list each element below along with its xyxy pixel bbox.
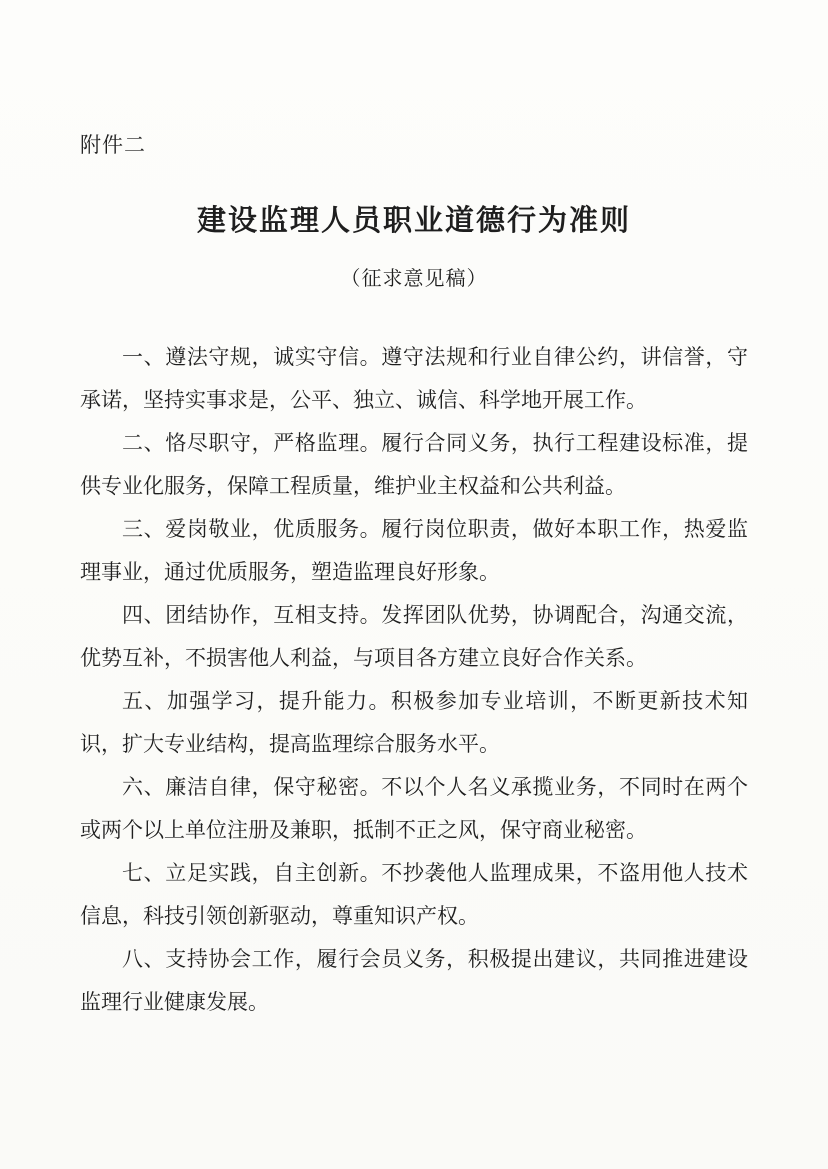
paragraph-7: 七、立足实践，自主创新。不抄袭他人监理成果，不盗用他人技术信息，科技引领创新驱动，尊重知识产权。	[80, 861, 748, 928]
paragraph-3: 三、爱岗敬业，优质服务。履行岗位职责，做好本职工作，热爱监理事业，通过优质服务，塑造监理良好形象。	[80, 517, 748, 584]
document-body	[80, 336, 748, 1024]
document-subtitle: （征求意见稿）	[340, 266, 488, 290]
attachment-label: 附件二	[80, 133, 146, 157]
paragraph-6: 六、廉洁自律，保守秘密。不以个人名义承揽业务，不同时在两个或两个以上单位注册及兼职，抵制不正之风，保守商业秘密。	[80, 775, 748, 842]
document-title: 建设监理人员职业道德行为准则	[196, 203, 631, 237]
paragraph-8: 八、支持协会工作，履行会员义务，积极提出建议，共同推进建设监理行业健康发展。	[80, 947, 748, 1014]
paragraph-1: 一、遵法守规，诚实守信。遵守法规和行业自律公约，讲信誉，守承诺，坚持实事求是，公平、独立、诚信、科学地开展工作。	[80, 345, 748, 412]
paragraph-5: 五、加强学习，提升能力。积极参加专业培训，不断更新技术知识，扩大专业结构，提高监理综合服务水平。	[80, 689, 748, 756]
paragraph-4: 四、团结协作，互相支持。发挥团队优势，协调配合，沟通交流，优势互补，不损害他人利益，与项目各方建立良好合作关系。	[80, 603, 748, 670]
paragraph-2: 二、恪尽职守，严格监理。履行合同义务，执行工程建设标准，提供专业化服务，保障工程质量，维护业主权益和公共利益。	[80, 431, 748, 498]
